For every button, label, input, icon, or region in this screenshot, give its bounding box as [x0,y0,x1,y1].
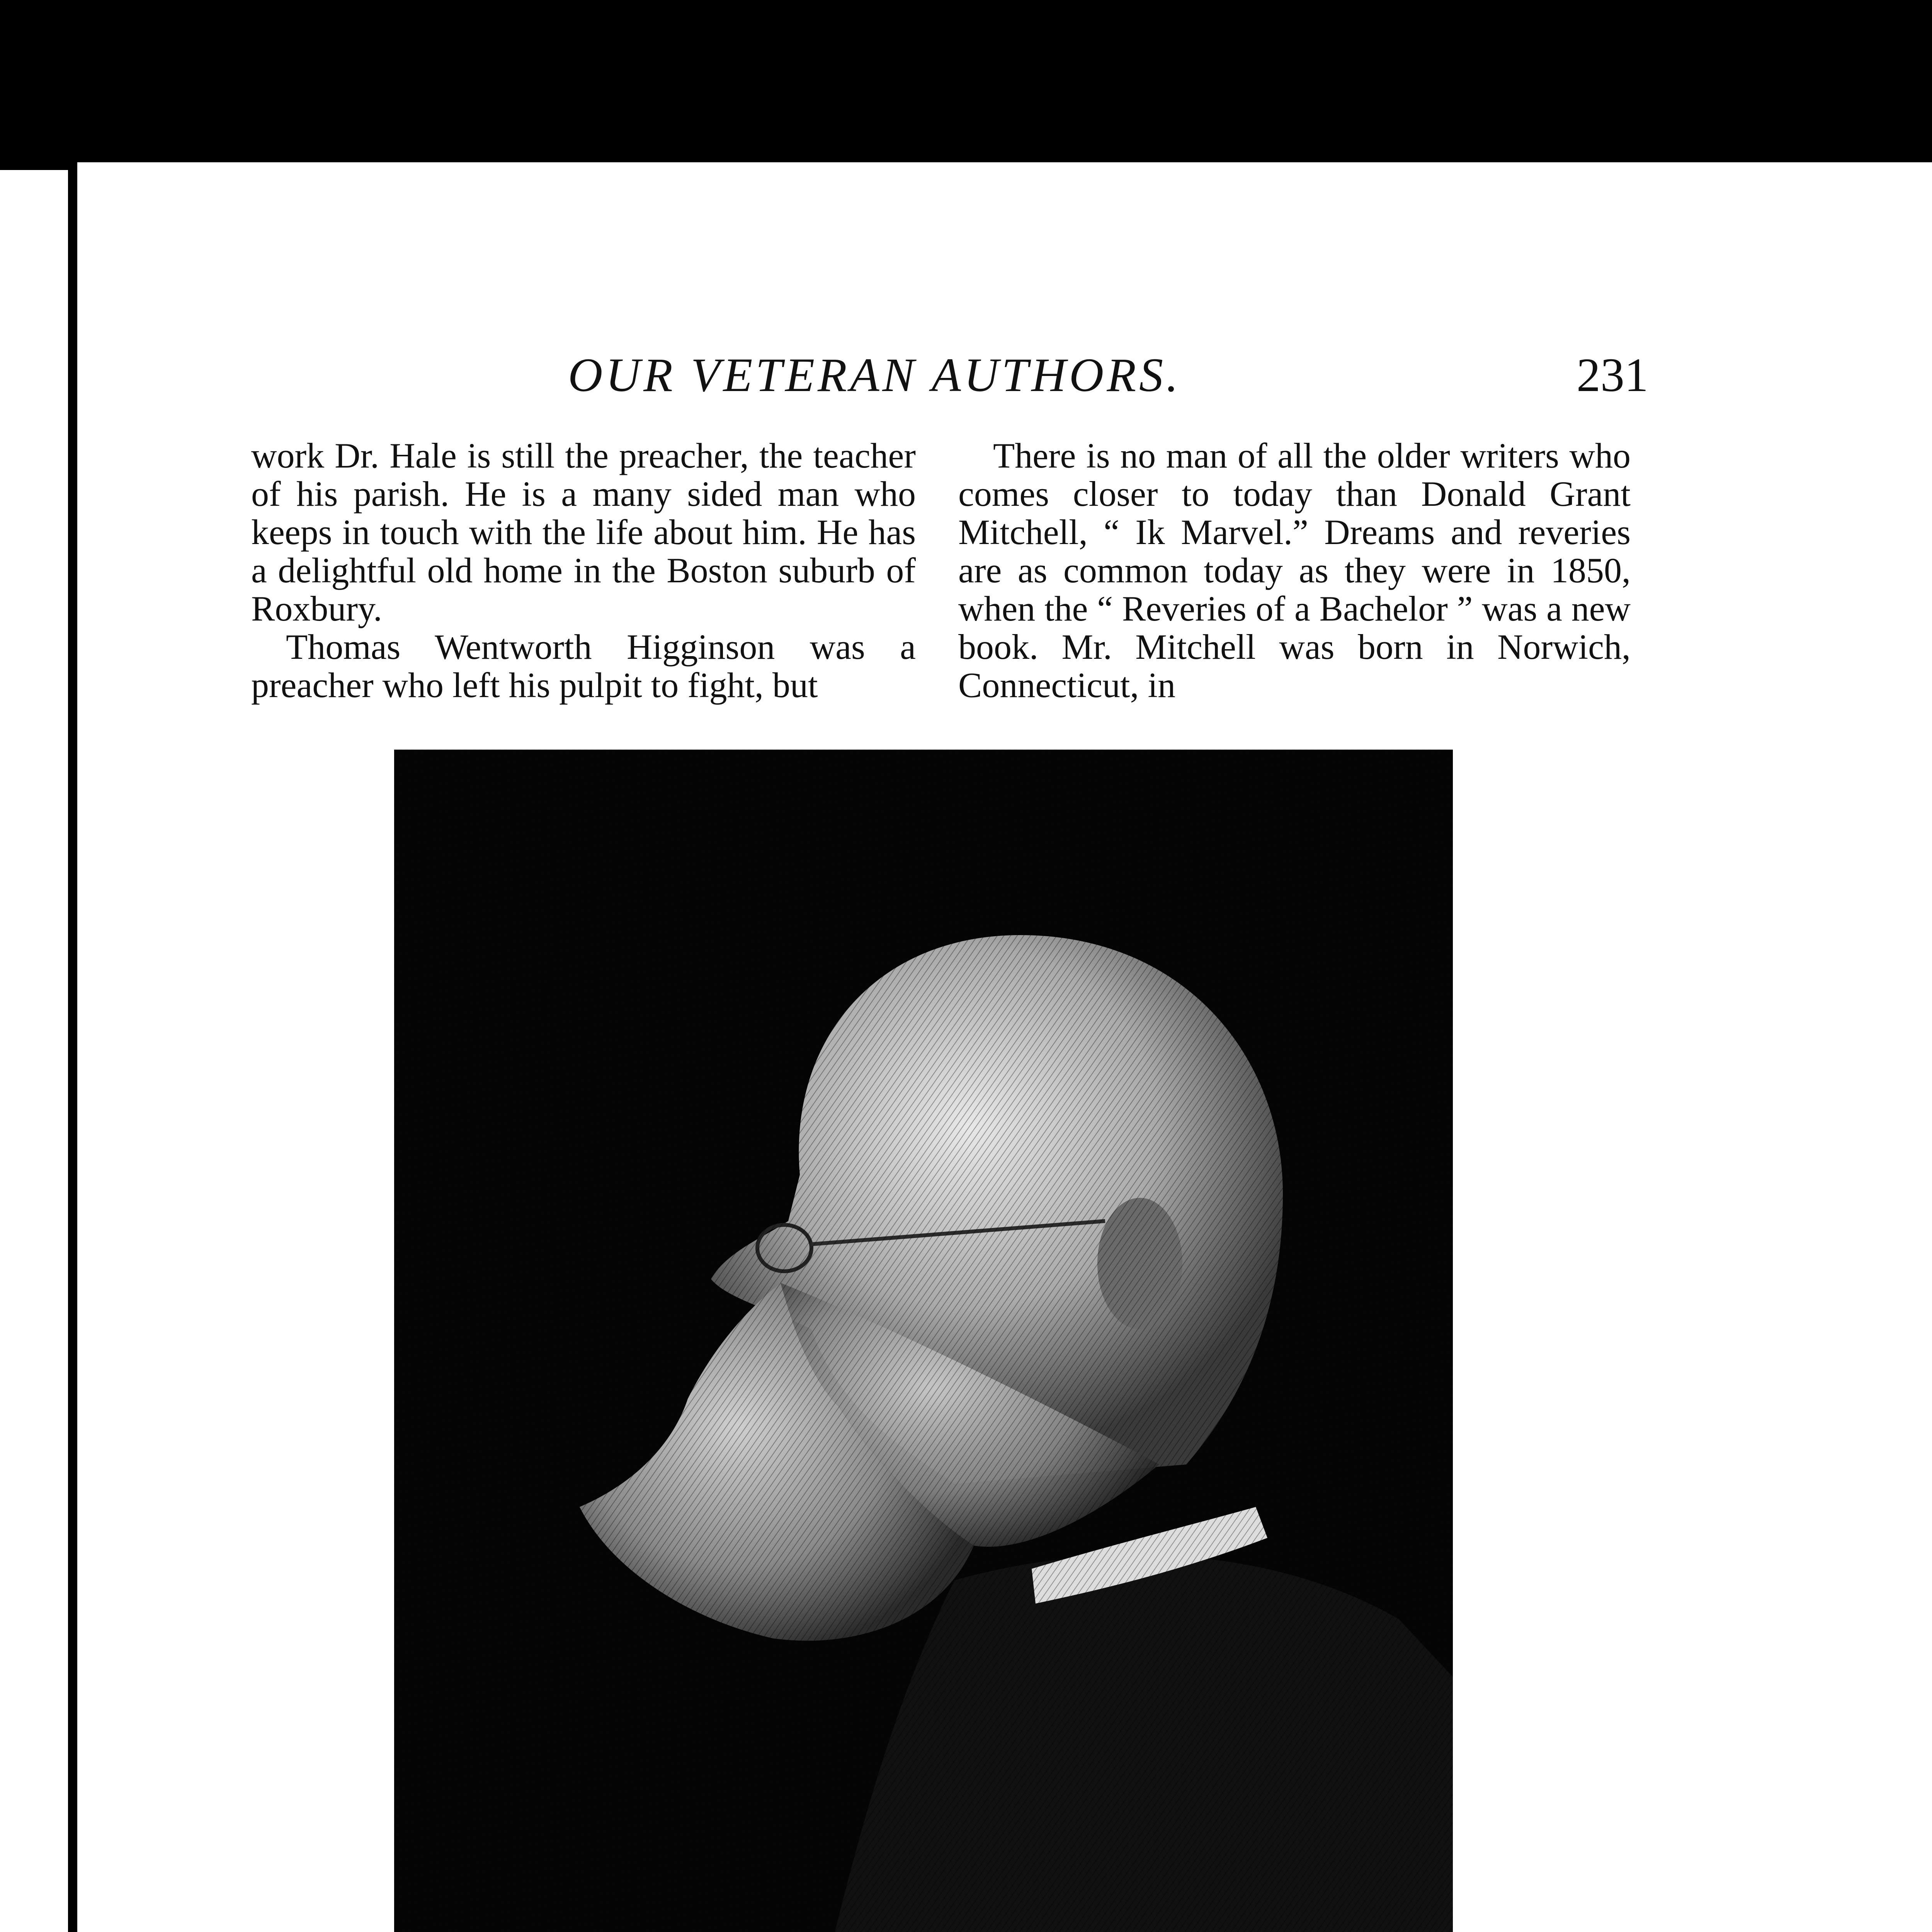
portrait-image [394,750,1453,1932]
page-header [77,348,1932,413]
paragraph: work Dr. Hale is still the preacher, the teacher of his parish. He is a many sided man who keeps in touch with the life about him. He has a delightful old home in the Boston suburb of Roxbury. [251,436,916,628]
column-top-right [958,437,1631,704]
magazine-page [77,162,1932,1932]
page-number: 231 [1577,349,1648,401]
facing-page-edge [0,170,73,1932]
portrait-engraving [394,750,1453,1932]
paragraph: There is no man of all the older writers who comes closer to today than Donald Grant Mitchell, “ Ik Marvel.” Dreams and reveries are as common today as they were in 1850, when the “ Reveries of a Bachelor ” was a new book. Mr. Mitchell was born in Norwich, Connecticut, in [958,436,1631,705]
running-title: OUR VETERAN AUTHORS. [568,349,1182,401]
column-top-left [251,437,916,704]
paragraph: Thomas Wentworth Higginson was a preacher who left his pulpit to fight, but [251,627,916,705]
